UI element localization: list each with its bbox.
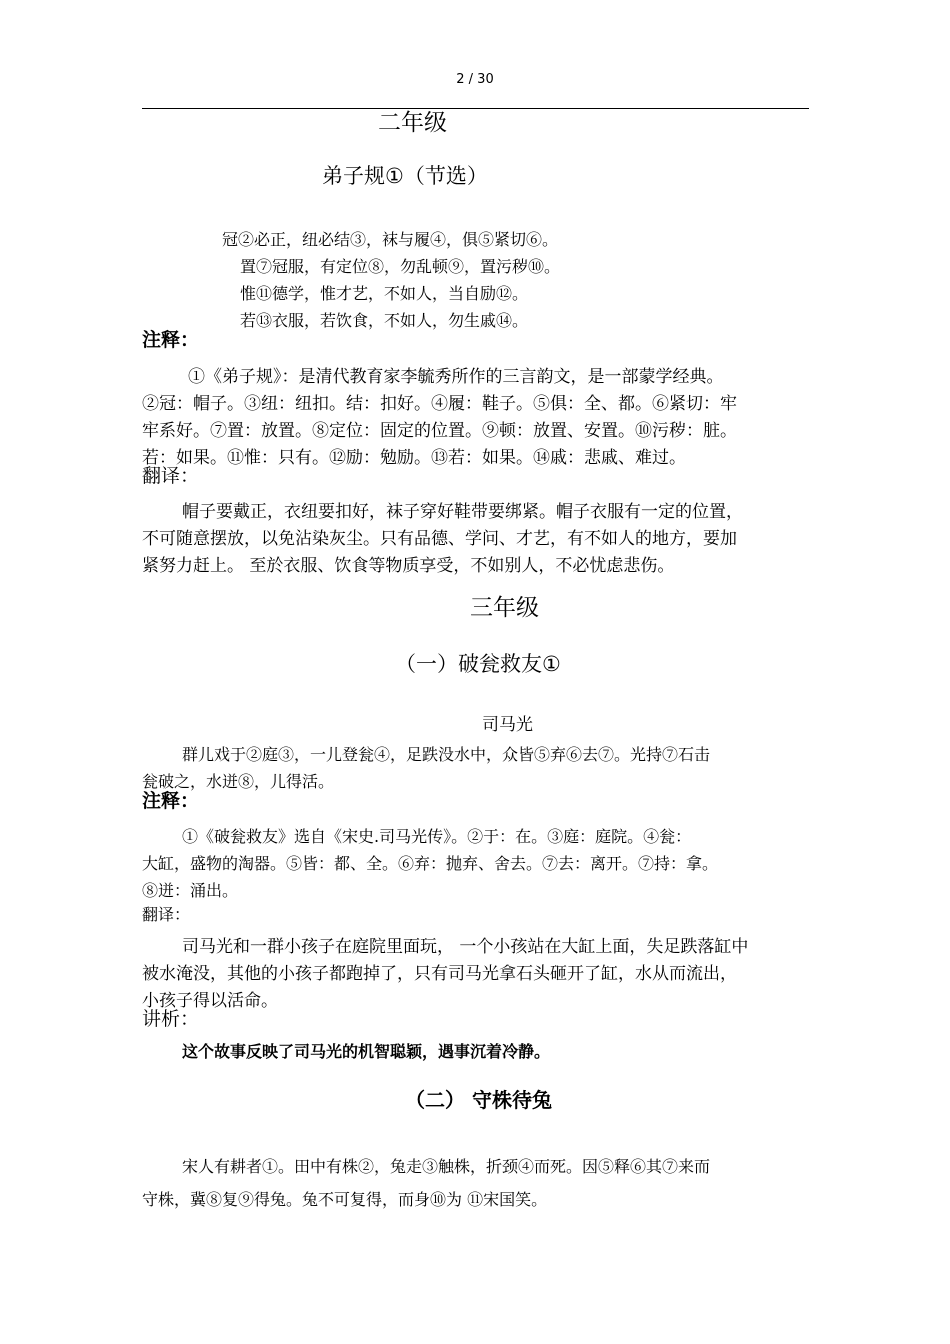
story1-note-line: ①《破瓮救友》选自《宋史.司马光传》。②于：在。③庭：庭院。④瓮： (182, 827, 692, 846)
grade2-verse-line: 冠②必正，纽必结③，袜与履④，俱⑤紧切⑥。 (222, 230, 559, 249)
grade2-translation-label: 翻译： (142, 465, 200, 487)
story1-title: （一）破瓮救友① (395, 652, 561, 676)
story1-analysis-label: 讲析： (142, 1008, 200, 1030)
grade2-note-line: 若：如果。⑪惟：只有。⑫励：勉励。⑬若：如果。⑭戚：悲戚、难过。 (142, 448, 686, 468)
story1-translation-label: 翻译： (142, 905, 191, 924)
story1-note-line: 大缸，盛物的淘器。⑤皆：都、全。⑥弃：抛弃、舍去。⑦去：离开。⑦持：拿。 (142, 854, 719, 873)
story2-text-line: 守株，冀⑧复⑨得兔。兔不可复得，而身⑩为 ⑪宋国笑。 (142, 1190, 548, 1209)
grade3-heading: 三年级 (470, 595, 539, 621)
grade2-verse-line: 惟⑪德学，惟才艺，不如人，当自励⑫。 (240, 284, 529, 303)
page-number: 2 / 30 (456, 72, 494, 87)
story1-text-line: 群儿戏于②庭③，一儿登瓮④，足跌没水中，众皆⑤弃⑥去⑦。光持⑦石击 (182, 745, 711, 764)
grade2-translation-line: 不可随意摆放，以免沾染灰尘。只有品德、学问、才艺，有不如人的地方，要加 (142, 529, 737, 549)
story1-translation-line: 小孩子得以活命。 (142, 991, 278, 1011)
story1-analysis-text: 这个故事反映了司马光的机智聪颖，遇事沉着冷静。 (182, 1042, 551, 1061)
grade2-verse-line: 置⑦冠服，有定位⑧，勿乱顿⑨，置污秽⑩。 (240, 257, 561, 276)
grade2-notes-label: 注释： (142, 329, 200, 351)
story2-text-line: 宋人有耕者①。田中有株②，兔走③触株，折颈④而死。因⑤释⑥其⑦来而 (182, 1157, 711, 1176)
story2-title: （二） 守株待兔 (405, 1088, 552, 1112)
story1-translation-line: 被水淹没，其他的小孩子都跑掉了，只有司马光拿石头砸开了缸，水从而流出， (142, 964, 737, 984)
grade2-translation-line: 紧努力赶上。 至於衣服、饮食等物质享受，不如别人，不必忧虑悲伤。 (142, 556, 675, 576)
story1-author: 司马光 (482, 715, 533, 735)
story1-translation-line: 司马光和一群小孩子在庭院里面玩， 一个小孩站在大缸上面，失足跌落缸中 (182, 937, 749, 957)
grade2-note-line: 牢系好。⑦置：放置。⑧定位：固定的位置。⑨顿：放置、安置。⑩污秽：脏。 (142, 421, 737, 441)
grade2-note-line: ②冠：帽子。③纽：纽扣。结：扣好。④履：鞋子。⑤俱：全、都。⑥紧切：牢 (142, 394, 737, 414)
grade2-title: 弟子规①（节选） (322, 164, 488, 188)
story1-note-line: ⑧迸：涌出。 (142, 881, 239, 900)
grade2-heading: 二年级 (378, 110, 447, 136)
grade2-verse-line: 若⑬衣服，若饮食，不如人，勿生戚⑭。 (240, 311, 529, 330)
header-divider (142, 108, 809, 109)
story1-notes-label: 注释： (142, 790, 200, 812)
story1-text-line: 瓮破之，水迸⑧，儿得活。 (142, 772, 335, 791)
grade2-note-line: ①《弟子规》：是清代教育家李毓秀所作的三言韵文，是一部蒙学经典。 (188, 367, 724, 387)
grade2-translation-line: 帽子要戴正，衣纽要扣好，袜子穿好鞋带要绑紧。帽子衣服有一定的位置， (182, 502, 743, 522)
